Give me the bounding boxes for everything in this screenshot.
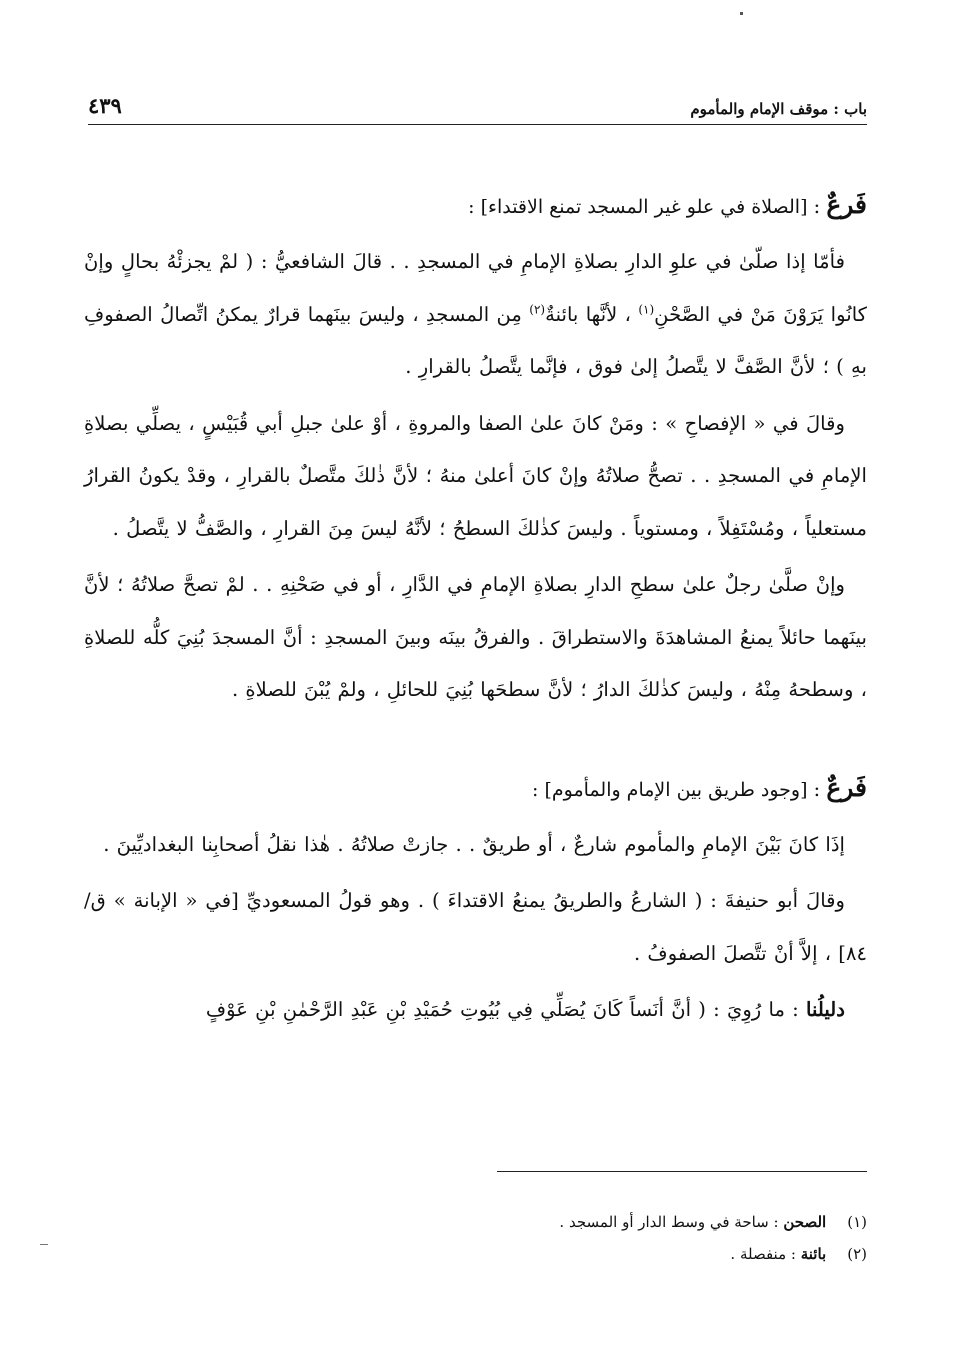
far-label: فَرعٌ — [826, 772, 867, 802]
footnote-text: : ساحة في وسط الدار أو المسجد . — [559, 1213, 779, 1231]
section-heading-1 — [84, 182, 867, 230]
far-label: فَرعٌ — [826, 190, 867, 219]
running-head: باب : موقف الإمام والمأموم — [690, 100, 867, 118]
footnote-ref-1: (١) — [638, 301, 655, 316]
section-gap — [84, 721, 867, 765]
footnote-term: بائنة — [800, 1245, 827, 1263]
heading-separator: : — [813, 194, 821, 218]
scan-dash — [40, 1244, 48, 1245]
scan-speck — [740, 12, 743, 15]
footnote-number: (١) — [847, 1213, 867, 1231]
paragraph — [84, 984, 867, 1037]
footnote — [300, 1238, 867, 1270]
footnotes — [300, 1206, 867, 1270]
page-body — [84, 182, 867, 1041]
paragraph: وقالَ أبو حنيفةَ : ( الشارعُ والطريقُ يمنعُ الاقتداءَ ) . وهو قولُ المسعوديِّ [في « الإبانة » ق/ ٨٤] ، إلاَّ أنْ تتَّصلَ الصفوفُ . — [84, 889, 867, 965]
paragraph-text: مِن المسجدِ ، وليسَ بينَهما قرارٌ يمكنُ اتِّصالُ الصفوفِ بهِ ) ؛ لأنَّ الصَّفَّ لا يتَّصلُ إلىٰ فوق ، فإنَّما يتَّصلُ بالقرارِ . — [84, 302, 867, 378]
footnote-term: الصحن — [783, 1213, 827, 1231]
paragraph-text: : ما رُوِيَ : ( أنَّ أنَساً كَانَ يُصَلِّي فِي بُيُوتِ حُمَيْدِ بْنِ عَبْدِ الرَّحْمٰنِ بْنِ عَوْفٍ — [205, 998, 799, 1021]
footnote-text: : منفصلة . — [730, 1245, 796, 1263]
section-title: [الصلاة في علو غير المسجد تمنع الاقتداء] : — [468, 196, 808, 218]
page-header — [88, 82, 867, 125]
paragraph — [84, 236, 867, 394]
paragraph: إذَا كانَ بَيْنَ الإمامِ والمأموم شارعٌ ، أو طريقٌ . . جازتْ صلاتُهُ . هٰذا نقلُ أصحابِنا البغداديِّينَ . — [103, 832, 845, 856]
footnote-divider — [497, 1171, 867, 1172]
evidence-label: دليلُنا — [806, 998, 845, 1021]
section-heading-2 — [84, 765, 867, 813]
paragraph: وقالَ في « الإفصاحِ » : ومَنْ كانَ علىٰ الصفا والمروةِ ، أوْ علىٰ جبلِ أبي قُبَيْسٍ ، يصلِّي بصلاةِ الإمامِ في المسجدِ . . تصحُّ صلاتُهُ وإنْ كانَ أعلىٰ منهُ ؛ لأنَّ ذٰلكَ متَّصلٌ بالقرارِ ، وقدْ يكونُ القرارُ مستعلياً ، ومُسْتَفِلاً ، ومستوياً . وليسَ كذٰلكَ السطحُ ؛ لأنَّهُ ليسَ مِنَ القرارِ ، والصَّفُّ لا يتَّصلُ . — [84, 411, 867, 540]
footnote — [300, 1206, 867, 1238]
section-title: [وجود طريق بين الإمام والمأموم] : — [532, 778, 808, 801]
page-number: ٤٣٩ — [88, 93, 122, 118]
heading-separator: : — [813, 776, 821, 801]
footnote-ref-2: (٢) — [529, 301, 546, 316]
paragraph-text: ، لأنَّها بائنةٌ — [545, 302, 631, 326]
footnote-number: (٢) — [847, 1245, 867, 1263]
paragraph-text: فأمّا إذا صلّىٰ في علوِ الدارِ بصلاةِ الإمامِ في المسجدِ . . قالَ الشافعيُّ : ( لمْ يجزئْهُ بحالٍ وإنْ كانُوا يَرَوْنَ مَنْ في الصَّحْنِ — [84, 250, 868, 326]
paragraph: وإنْ صلَّىٰ رجلٌ علىٰ سطحِ الدارِ بصلاةِ الإمامِ في الدَّارِ ، أو في صَحْنِهِ . . لمْ تصحَّ صلاتُهُ ؛ لأنَّ بينَهما حائلاً يمنعُ المشاهدَةَ والاستطراقَ . والفرقُ بينَه وبينَ المسجدِ : أنَّ المسجدَ بُنِيَ كلُّه للصلاةِ ، وسطحهُ مِنْهُ ، وليسَ كذٰلكَ الدارُ ؛ لأنَّ سطحَها بُنِيَ للحائلِ ، ولمْ يُبْنَ للصلاةِ . — [84, 573, 867, 701]
